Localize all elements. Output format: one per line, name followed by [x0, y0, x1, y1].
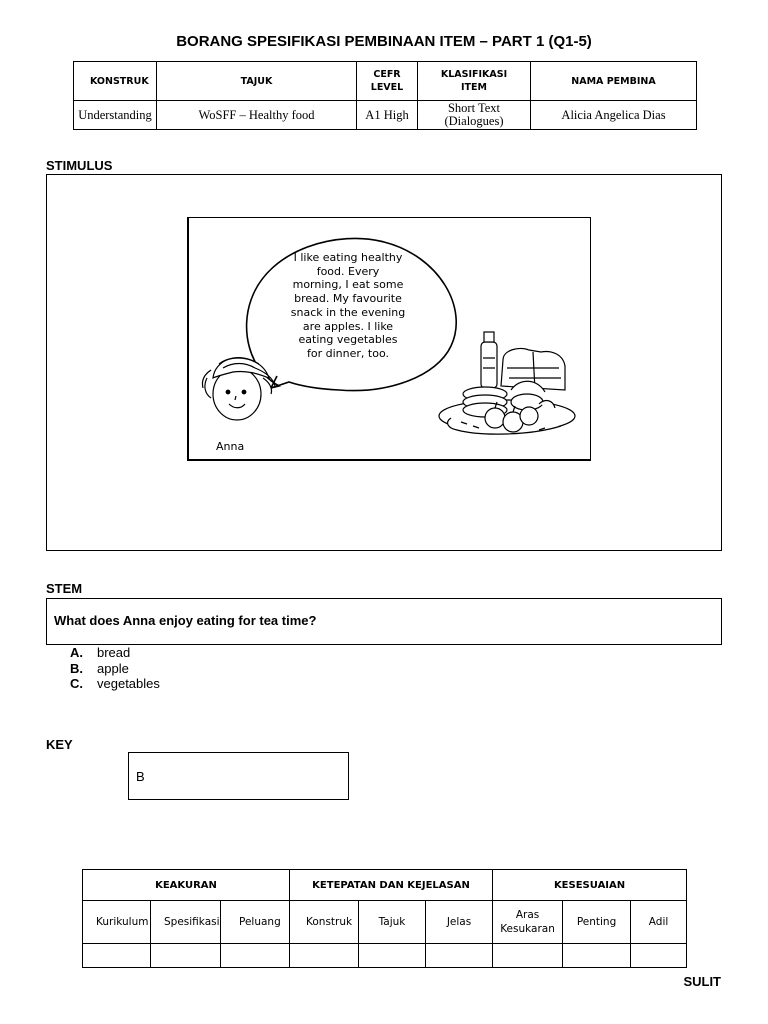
eval-criterion-aras-kesukaran: Aras Kesukaran — [493, 901, 563, 944]
spec-header-konstruk: KONSTRUK — [74, 62, 157, 101]
eval-criterion-adil: Adil — [631, 901, 687, 944]
spec-header-tajuk: TAJUK — [157, 62, 357, 101]
eval-criterion-penting: Penting — [563, 901, 631, 944]
option-text: vegetables — [97, 676, 160, 691]
key-heading: KEY — [46, 737, 73, 752]
spec-table — [73, 61, 697, 130]
spec-header-cefr-level: CEFR LEVEL — [357, 62, 418, 101]
stem-question: What does Anna enjoy eating for tea time? — [54, 613, 317, 628]
eval-group-ketepatan-dan-kejelasan: KETEPATAN DAN KEJELASAN — [290, 870, 493, 901]
stimulus-heading: STIMULUS — [46, 158, 113, 173]
character-label: Anna — [216, 440, 245, 453]
form-title: BORANG SPESIFIKASI PEMBINAAN ITEM – PART 1 (Q1-5) — [176, 33, 592, 50]
spec-value-cefr-level: A1 High — [357, 101, 418, 130]
speech-line: food. Every — [316, 264, 380, 278]
option-text: bread — [97, 645, 131, 660]
option-c — [70, 676, 160, 692]
speech-text — [278, 251, 418, 361]
speech-line: morning, I eat some — [292, 278, 404, 292]
eval-group-kesesuaian: KESESUAIAN — [493, 870, 687, 901]
speech-line: I like eating healthy — [293, 251, 403, 264]
option-letter: C. — [70, 676, 83, 691]
spec-value-tajuk: WoSFF – Healthy food — [157, 101, 357, 130]
eval-cell-adil[interactable] — [631, 944, 687, 968]
eval-cell-aras-kesukaran[interactable] — [493, 944, 563, 968]
footer-label: SULIT — [683, 974, 721, 989]
spec-value-nama-pembina: Alicia Angelica Dias — [531, 101, 697, 130]
eval-criterion-kurikulum: Kurikulum — [83, 901, 151, 944]
option-letter: A. — [70, 645, 83, 660]
option-text: apple — [97, 660, 129, 676]
key-box — [128, 752, 349, 800]
eval-criterion-peluang: Peluang — [221, 901, 290, 944]
key-answer: B — [136, 769, 145, 784]
option-letter: B. — [70, 660, 83, 676]
stem-heading: STEM — [46, 581, 83, 596]
eval-cell-penting[interactable] — [563, 944, 631, 968]
eval-criterion-tajuk: Tajuk — [359, 901, 426, 944]
speech-line: for dinner, too. — [307, 346, 389, 360]
eval-cell-konstruk[interactable] — [290, 944, 359, 968]
spec-header-klasifikasi-item: KLASIFIKASI ITEM — [418, 62, 531, 101]
spec-header-nama-pembina: NAMA PEMBINA — [531, 62, 697, 101]
eval-cell-peluang[interactable] — [221, 944, 290, 968]
speech-line: bread. My favourite — [294, 292, 402, 306]
answer-options — [70, 645, 160, 692]
evaluation-table — [82, 869, 687, 968]
spec-value-konstruk: Understanding — [74, 101, 157, 130]
speech-line: are apples. I like — [302, 319, 394, 333]
eval-cell-kurikulum[interactable] — [83, 944, 151, 968]
speech-line: eating vegetables — [298, 333, 398, 347]
spec-value-klasifikasi-item: Short Text (Dialogues) — [418, 101, 531, 130]
food-plate-icon — [439, 332, 575, 434]
eval-criterion-spesifikasi: Spesifikasi — [151, 901, 221, 944]
eval-cell-spesifikasi[interactable] — [151, 944, 221, 968]
eval-criterion-konstruk: Konstruk — [290, 901, 359, 944]
option-b — [70, 661, 160, 677]
speech-line: snack in the evening — [290, 305, 406, 319]
option-a — [70, 645, 160, 661]
eval-cell-tajuk[interactable] — [359, 944, 426, 968]
eval-cell-jelas[interactable] — [426, 944, 493, 968]
eval-group-keakuran: KEAKURAN — [83, 870, 290, 901]
eval-criterion-jelas: Jelas — [426, 901, 493, 944]
